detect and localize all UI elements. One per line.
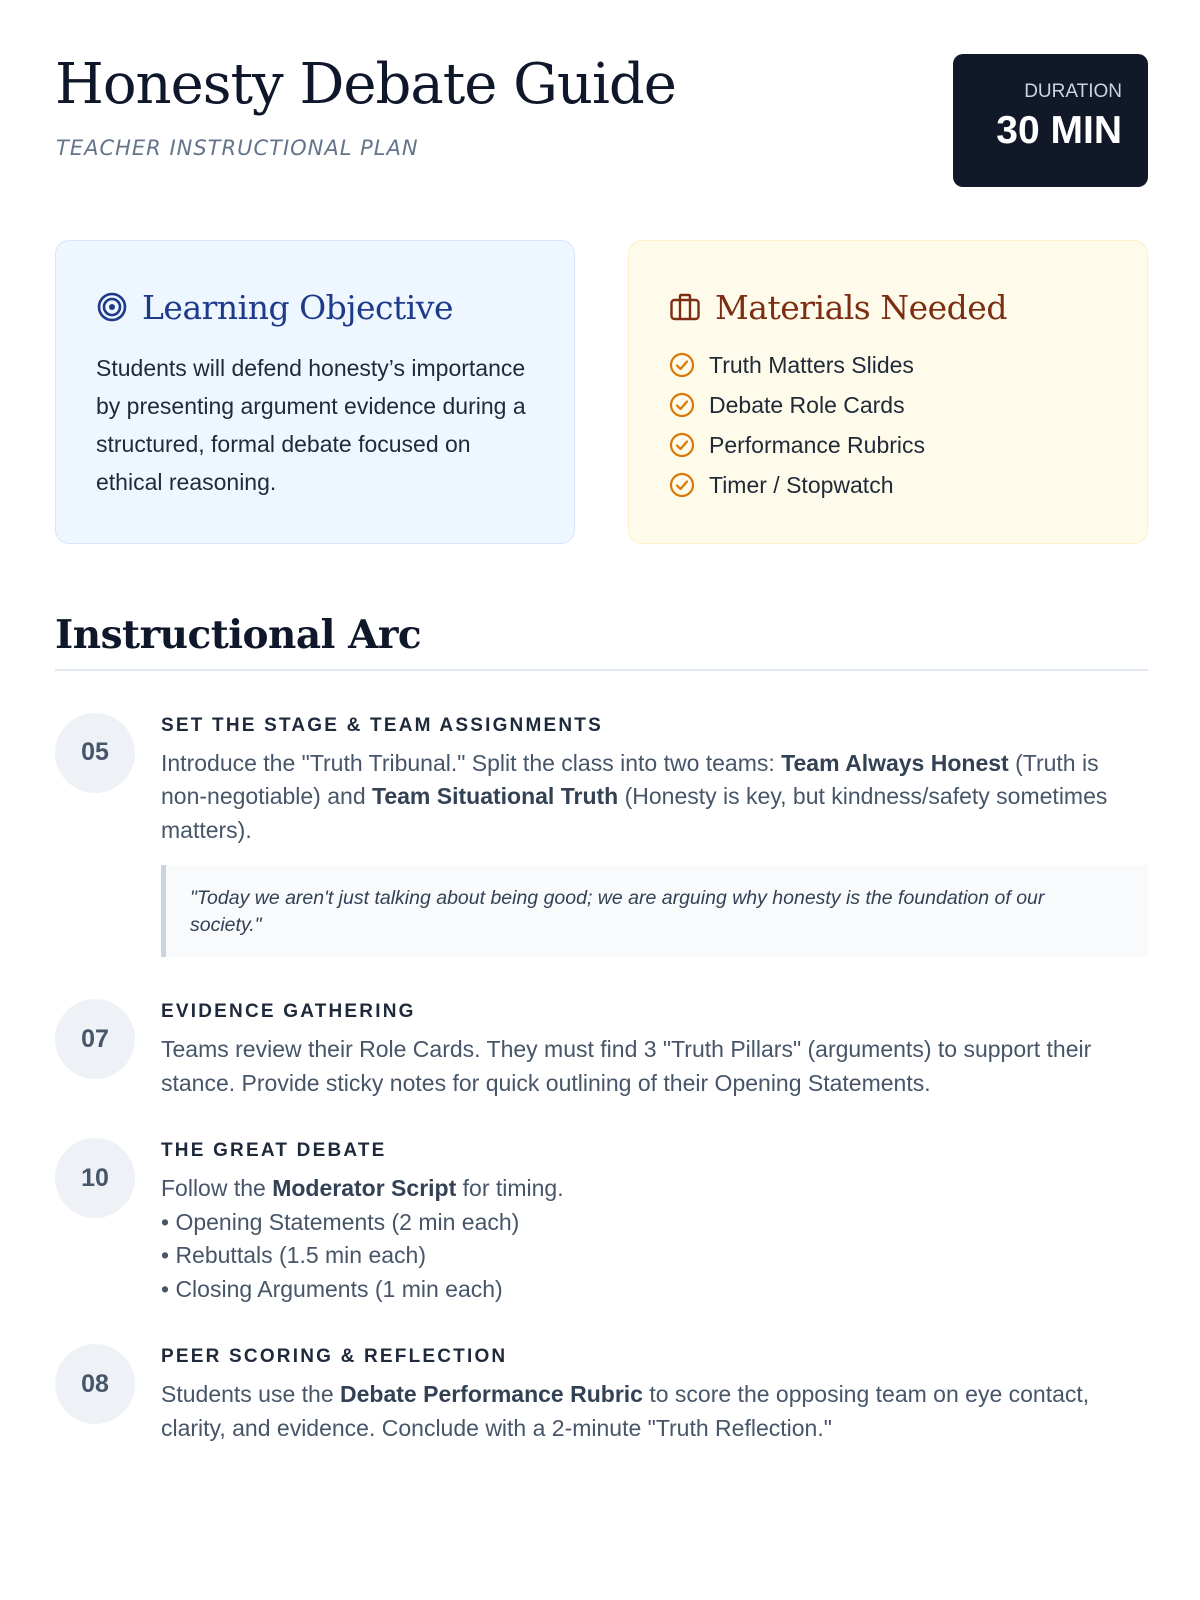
step-body [161, 1378, 1148, 1445]
moderator-script-bold: Moderator Script [272, 1175, 457, 1201]
page-subtitle: TEACHER INSTRUCTIONAL PLAN [56, 136, 419, 160]
step-body [161, 1172, 1148, 1306]
list-item [669, 425, 1107, 465]
step-title: SET THE STAGE & TEAM ASSIGNMENTS [161, 714, 603, 736]
check-circle-icon [669, 352, 695, 378]
step-body: Teams review their Role Cards. They must find 3 "Truth Pillars" (arguments) to support their stance. Provide sticky notes for quick outlining of their Opening Statements. [161, 1036, 1092, 1096]
step-title: PEER SCORING & REFLECTION [161, 1346, 508, 1367]
learning-objective-card [55, 240, 575, 544]
step-text: for timing. [456, 1175, 564, 1201]
team-name-bold: Team Situational Truth [372, 783, 619, 809]
check-circle-icon [669, 472, 695, 498]
step-text: Students use the [161, 1381, 341, 1407]
step-body [161, 747, 1148, 848]
material-label: Debate Role Cards [709, 391, 905, 418]
check-circle-icon [669, 392, 695, 418]
materials-card [628, 240, 1148, 544]
check-circle-icon [669, 432, 695, 458]
list-item [669, 345, 1107, 385]
page-title: Honesty Debate Guide [55, 52, 676, 117]
step-text: Introduce the "Truth Tribunal." Split the class into two teams: [161, 749, 782, 776]
step-number-badge: 05 [55, 713, 135, 793]
step-item [55, 713, 1148, 958]
target-icon [96, 291, 128, 323]
teacher-quote: "Today we aren't just talking about being good; we are arguing why honesty is the foundation of our society." [161, 865, 1148, 957]
section-divider [55, 669, 1148, 671]
list-item [669, 385, 1107, 425]
duration-badge [953, 54, 1148, 187]
list-item [669, 465, 1107, 505]
step-number-badge: 07 [55, 999, 135, 1079]
materials-list [669, 345, 1107, 505]
bullet-item: • Rebuttals (1.5 min each) [161, 1242, 427, 1268]
step-text: (Honesty is key, but kindness/safety sometimes matters). [161, 783, 1108, 843]
duration-value: 30 MIN [996, 109, 1122, 152]
duration-label: DURATION [1024, 81, 1122, 102]
step-text: to score the opposing team on eye contact, clarity, and evidence. Conclude with a 2-minute "Truth Reflection." [161, 1381, 1090, 1441]
bullet-item: • Closing Arguments (1 min each) [161, 1275, 503, 1302]
team-name-bold: Team Always Honest [781, 749, 1009, 776]
step-item [55, 1344, 1148, 1445]
objective-title: Learning Objective [142, 287, 453, 327]
section-title: Instructional Arc [55, 612, 422, 658]
material-label: Performance Rubrics [709, 431, 926, 458]
rubric-bold: Debate Performance Rubric [340, 1381, 643, 1407]
objective-text: Students will defend honesty’s importance by presenting argument evidence during a structured, formal debate focused on ethical reasoning. [96, 355, 526, 495]
step-number-badge: 08 [55, 1344, 135, 1424]
material-label: Timer / Stopwatch [709, 471, 894, 498]
materials-title: Materials Needed [715, 287, 1007, 327]
step-title: THE GREAT DEBATE [161, 1140, 387, 1161]
bullet-item: • Opening Statements (2 min each) [161, 1208, 520, 1235]
step-item [55, 1138, 1148, 1306]
step-text: (Truth is non-negotiable) and [161, 749, 1099, 809]
info-cards [55, 240, 1148, 605]
briefcase-icon [669, 291, 701, 323]
material-label: Truth Matters Slides [709, 351, 914, 378]
page-header [55, 0, 1148, 240]
step-number-badge: 10 [55, 1138, 135, 1218]
step-text: Follow the [161, 1175, 273, 1201]
step-title: EVIDENCE GATHERING [161, 1001, 416, 1022]
lesson-plan-page [55, 0, 1148, 1445]
step-item [55, 999, 1148, 1100]
